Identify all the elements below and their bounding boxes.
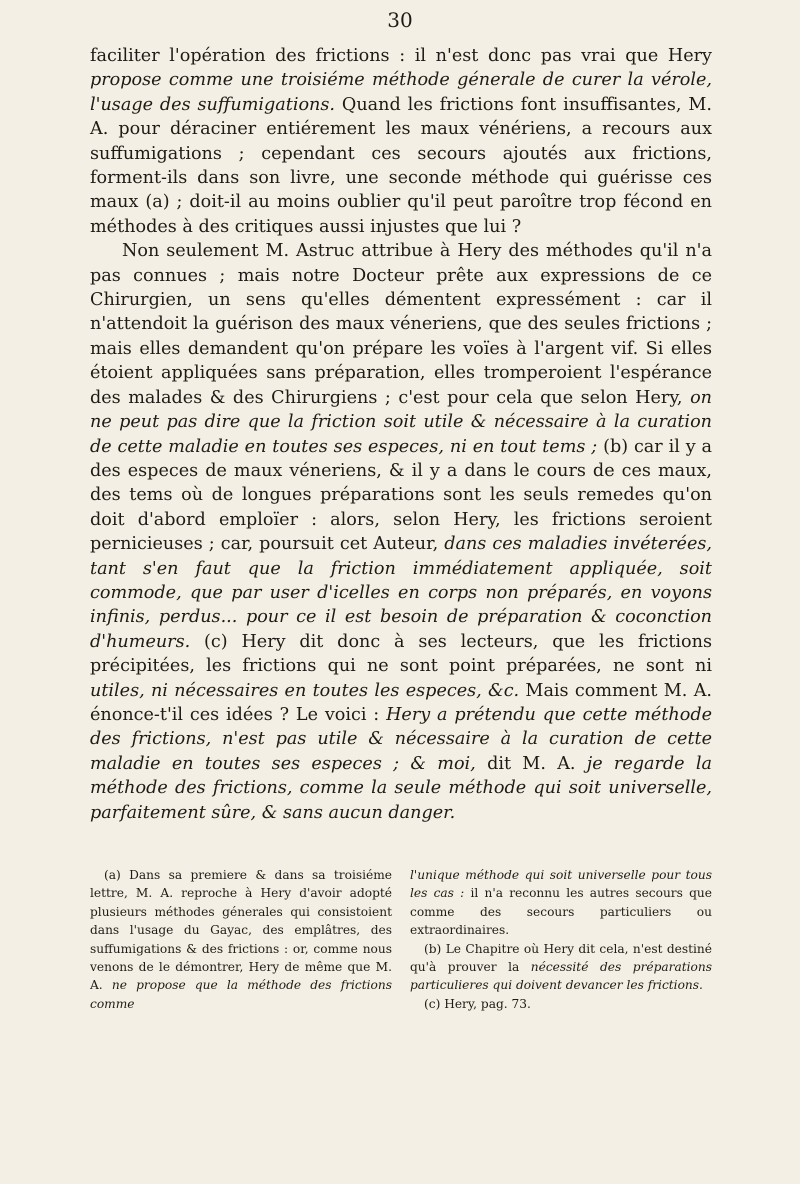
text-run: (b) car il y a des especes de maux véneriens, & il y a dans le cours de ces maux, des tems où de longues préparations sont les seuls remedes qu'on doit d'abord emploïer : alors, selon Hery, les frictions seroient pernicieuses ; car, poursuit cet Auteur, (90, 436, 712, 555)
footnote-c (410, 995, 712, 1013)
paragraph-1 (90, 44, 712, 239)
main-text (90, 44, 712, 825)
text-run: Mais comment M. A. énonce-t'il ces idées ? Le voici : (90, 680, 712, 725)
italic-quote: nécessité des préparations particulieres qui doivent devancer les frictions. (410, 960, 712, 993)
italic-quote: Hery a prétendu que cette méthode des frictions, n'est pas utile & nécessaire à la curation de cette maladie en toutes ses especes ; & moi, (90, 704, 712, 774)
text-run: Quand les frictions font insuffisantes, M. A. pour déraciner entiérement les maux vénériens, a recours aux suffumigations ; cependant ces secours ajoutés aux frictions, forment-ils dans son livre, une seconde méthode qui guérisse ces maux (a) ; doit-il au moins oublier qu'il peut paroître trop fécond en méthodes à des critiques aussi injustes que lui ? (90, 94, 712, 237)
footnotes-left-column (90, 866, 392, 1013)
text-run: (c) Hery, pag. 73. (424, 996, 531, 1011)
italic-quote: l'unique méthode qui soit universelle pour tous les cas : (410, 868, 712, 901)
page-number: 30 (387, 8, 413, 32)
footnote-a-continued (410, 866, 712, 940)
text-run: dit M. A. (475, 753, 587, 774)
text-run: (c) Hery dit donc à ses lecteurs, que les frictions précipitées, les frictions qui ne sont point préparées, ne sont ni (90, 631, 712, 677)
text-run: (a) Dans sa premiere & dans sa troisiéme lettre, M. A. reproche à Hery d'avoir adopté plusieurs méthodes génerales qui consistoient dans l'usage du Gayac, des emplâtres, des suffumigations & des frictions : or, comme nous venons de le démontrer, Hery de même que M. A. (90, 868, 392, 993)
footnotes-right-column (410, 866, 712, 1013)
footnote-b (410, 940, 712, 995)
text-run: faciliter l'opération des frictions : il n'est donc pas vrai que Hery (90, 46, 712, 66)
italic-quote: dans ces maladies invéterées, tant s'en faut que la friction immédiatement appliquée, soit commode, que par user d'icelles en corps non préparés, en voyons infinis, perdus... pour ce il est besoin de préparation & coconction d'humeurs. (90, 534, 713, 652)
italic-quote: propose comme une troisiéme méthode génerale de curer la vérole, l'usage des suffumigations. (90, 70, 712, 115)
italic-quote: on ne peut pas dire que la friction soit utile & nécessaire à la curation de cette maladie en toutes ses especes, ni en tout tems ; (90, 387, 712, 457)
footnotes (90, 866, 712, 1013)
text-run: Non seulement M. Astruc attribue à Hery des méthodes qu'il n'a pas connues ; mais notre Docteur prête aux expressions de ce Chirurgien, un sens qu'elles démentent expressément : car il n'attendoit la guérison des maux véneriens, que des seules frictions ; mais elles demandent qu'on prépare les voïes à l'argent vif. Si elles étoient appliquées sans préparation, elles tromperoient l'espérance des malades & des Chirurgiens ; c'est pour cela que selon Hery, (90, 241, 712, 408)
italic-quote: je regarde la méthode des frictions, comme la seule méthode qui soit universelle, parfaitement sûre, & sans aucun danger. (90, 753, 712, 823)
italic-quote: utiles, ni nécessaires en toutes les especes, &c. (90, 680, 520, 701)
footnote-a (90, 866, 392, 1013)
italic-quote: ne propose que la méthode des frictions comme (90, 978, 392, 1011)
text-run: (b) Le Chapitre où Hery dit cela, n'est destiné qu'à prouver la (410, 941, 712, 975)
text-run: il n'a reconnu les autres secours que comme des secours particuliers ou extraordinaires. (410, 886, 712, 938)
paragraph-2 (90, 239, 712, 825)
